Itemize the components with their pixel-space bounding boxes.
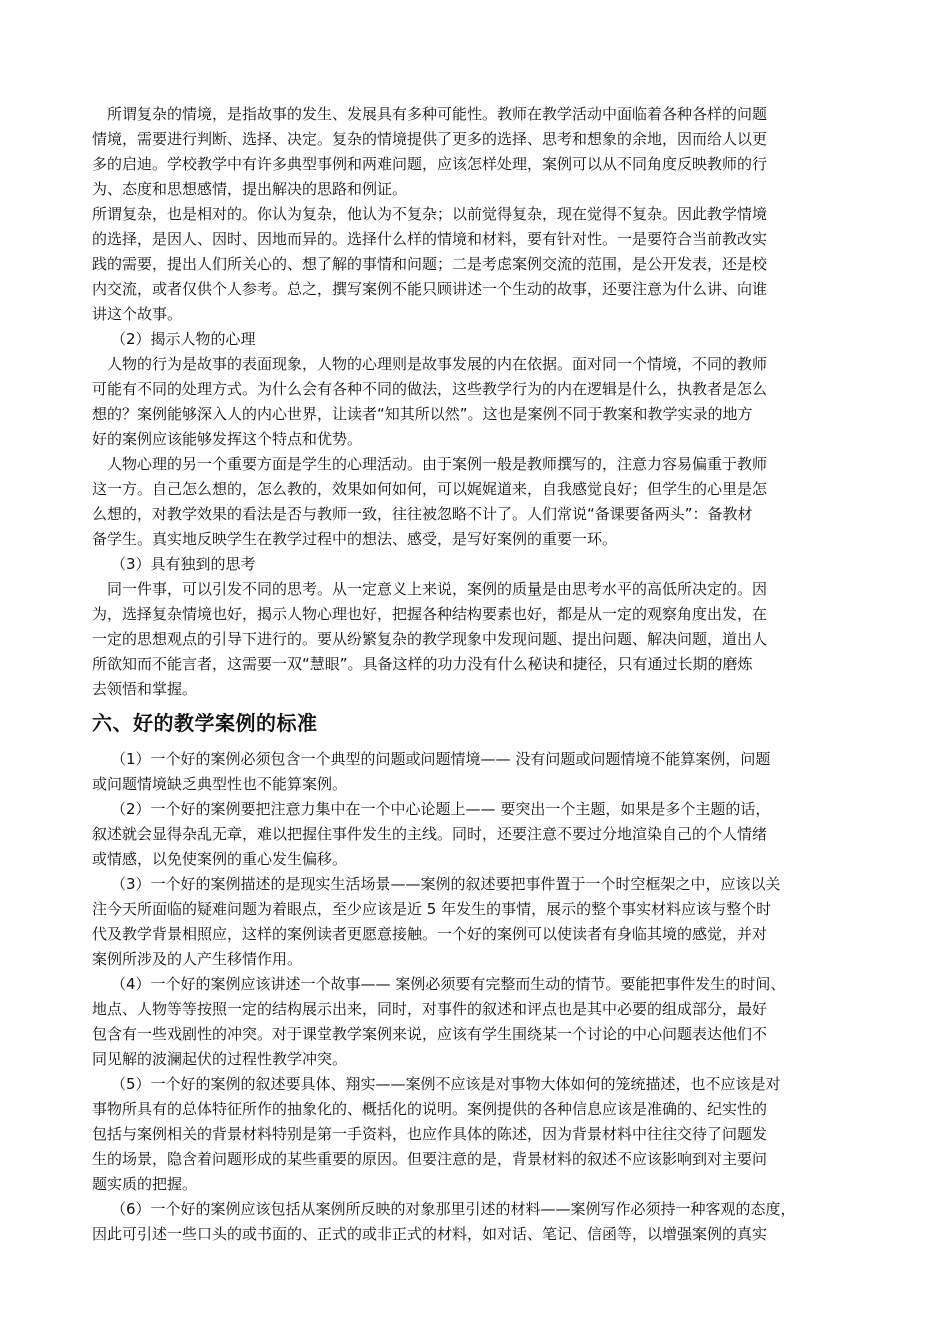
text-line: 多的启迪。学校教学中有许多典型事例和两难问题，应该怎样处理，案例可以从不同角度反映教师的行 xyxy=(92,155,768,173)
text-line: 所谓复杂的情境，是指故事的发生、发展具有多种可能性。教师在教学活动中面临着各种各样的问题 xyxy=(107,105,768,123)
text-line: 情境，需要进行判断、选择、决定。复杂的情境提供了更多的选择、思考和想象的余地，因而给人以更 xyxy=(92,130,768,148)
text-line: 或问题情境缺乏典型性也不能算案例。 xyxy=(92,775,348,793)
text-line: 地点、人物等等按照一定的结构展示出来，同时，对事件的叙述和评点也是其中必要的组成部分，最好 xyxy=(92,1000,768,1018)
text-line: 包括与案例相关的背景材料特别是第一手资料，也应作具体的陈述，因为背景材料中往往交待了问题发 xyxy=(92,1125,768,1143)
text-line: 备学生。真实地反映学生在教学过程中的想法、感受，是写好案例的重要一环。 xyxy=(92,530,618,548)
text-line: 注今天所面临的疑难问题为着眼点，至少应该是近 5 年发生的事情，展示的整个事实材料应该与整个时 xyxy=(92,900,772,918)
text-line: 想的？案例能够深入人的内心世界，让读者“知其所以然”。这也是案例不同于教案和教学实录的地方 xyxy=(92,405,753,423)
text-line: 为，选择复杂情境也好，揭示人物心理也好，把握各种结构要素也好，都是从一定的观察角度出发，在 xyxy=(92,605,768,623)
text-line: 所谓复杂，也是相对的。你认为复杂，他认为不复杂；以前觉得复杂，现在觉得不复杂。因此教学情境 xyxy=(92,205,768,223)
text-line: 代及教学背景相照应，这样的案例读者更愿意接触。一个好的案例可以使读者有身临其境的感觉，并对 xyxy=(92,925,768,943)
text-line: （3）一个好的案例描述的是现实生活场景——案例的叙述要把事件置于一个时空框架之中，应该以关 xyxy=(111,875,781,893)
text-line: 去领悟和掌握。 xyxy=(92,680,198,698)
text-line: 案例所涉及的人产生移情作用。 xyxy=(92,950,303,968)
text-line: （1）一个好的案例必须包含一个典型的问题或问题情境—— 没有问题或问题情境不能算案例，问题 xyxy=(111,750,771,768)
text-line: 因此可引述一些口头的或书面的、正式的或非正式的材料，如对话、笔记、信函等，以增强案例的真实 xyxy=(92,1225,768,1243)
text-line: 包含有一些戏剧性的冲突。对于课堂教学案例来说，应该有学生围绕某一个讨论的中心问题表达他们不 xyxy=(92,1025,768,1043)
text-line: 所欲知而不能言者，这需要一双“慧眼”。具备这样的功力没有什么秘诀和捷径，只有通过长期的磨炼 xyxy=(92,655,753,673)
text-line: 践的需要，提出人们所关心的、想了解的事情和问题；二是考虑案例交流的范围，是公开发表，还是校 xyxy=(92,255,768,273)
text-line: 生的场景，隐含着问题形成的某些重要的原因。但要注意的是，背景材料的叙述不应该影响到对主要问 xyxy=(92,1150,768,1168)
text-line: 同见解的波澜起伏的过程性教学冲突。 xyxy=(92,1050,348,1068)
text-line: 题实质的把握。 xyxy=(92,1175,198,1193)
text-line: 这一方。自己怎么想的，怎么教的，效果如何如何，可以娓娓道来，自我感觉良好；但学生的心里是怎 xyxy=(92,480,768,498)
text-line: （6）一个好的案例应该包括从案例所反映的对象那里引述的材料——案例写作必须持一种客观的态度， xyxy=(111,1200,796,1218)
text-line: （2）一个好的案例要把注意力集中在一个中心论题上—— 要突出一个主题，如果是多个主题的话， xyxy=(111,800,771,818)
text-line: 叙述就会显得杂乱无章，难以把握住事件发生的主线。同时，还要注意不要过分地渲染自己的个人情绪 xyxy=(92,825,768,843)
text-line: 可能有不同的处理方式。为什么会有各种不同的做法，这些教学行为的内在逻辑是什么，执教者是怎么 xyxy=(92,380,768,398)
text-line: （5）一个好的案例的叙述要具体、翔实——案例不应该是对事物大体如何的笼统描述，也不应该是对 xyxy=(111,1075,781,1093)
text-line: 人物的行为是故事的表面现象，人物的心理则是故事发展的内在依据。面对同一个情境，不同的教师 xyxy=(107,355,768,373)
text-line: 的选择，是因人、因时、因地而异的。选择什么样的情境和材料，要有针对性。一是要符合当前教改实 xyxy=(92,230,768,248)
text-line: 内交流，或者仅供个人参考。总之，撰写案例不能只顾讲述一个生动的故事，还要注意为什么讲、向谁 xyxy=(92,280,768,298)
text-line: 同一件事，可以引发不同的思考。从一定意义上来说，案例的质量是由思考水平的高低所决定的。因 xyxy=(107,580,768,598)
subheading: （2）揭示人物的心理 xyxy=(111,330,256,348)
text-line: （4）一个好的案例应该讲述一个故事—— 案例必须要有完整而生动的情节。要能把事件发生的时间、 xyxy=(111,975,786,993)
section-heading: 六、好的教学案例的标准 xyxy=(92,711,318,735)
text-line: 一定的思想观点的引导下进行的。要从纷繁复杂的教学现象中发现问题、提出问题、解决问题，道出人 xyxy=(92,630,768,648)
text-line: 讲这个故事。 xyxy=(92,305,183,323)
text-line: 事物所具有的总体特征所作的抽象化的、概括化的说明。案例提供的各种信息应该是准确的、纪实性的 xyxy=(92,1100,768,1118)
text-line: 为、态度和思想感情，提出解决的思路和例证。 xyxy=(92,180,408,198)
text-line: 么想的，对教学效果的看法是否与教师一致，往往被忽略不计了。人们常说“备课要备两头”：备教材 xyxy=(92,505,753,523)
text-line: 或情感，以免使案例的重心发生偏移。 xyxy=(92,850,348,868)
subheading: （3）具有独到的思考 xyxy=(111,555,256,573)
text-line: 人物心理的另一个重要方面是学生的心理活动。由于案例一般是教师撰写的，注意力容易偏重于教师 xyxy=(107,455,768,473)
text-line: 好的案例应该能够发挥这个特点和优势。 xyxy=(92,430,363,448)
